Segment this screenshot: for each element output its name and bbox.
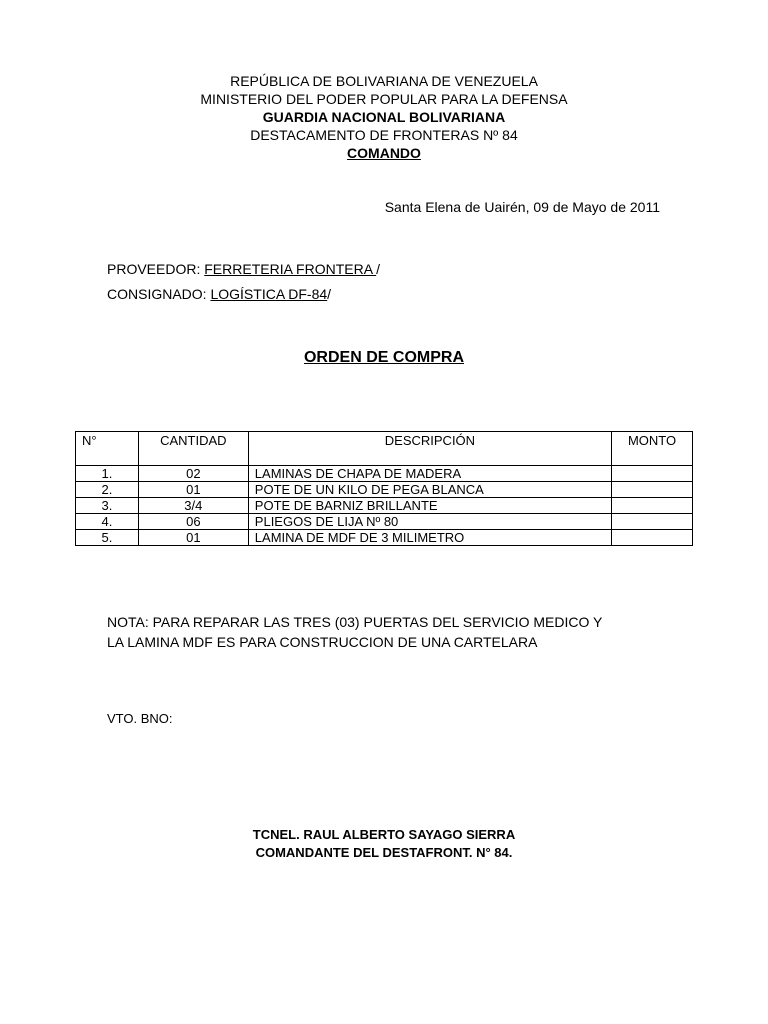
- header-ministry: MINISTERIO DEL PODER POPULAR PARA LA DEFENSA: [200, 91, 568, 107]
- signer-name: TCNEL. RAUL ALBERTO SAYAGO SIERRA: [252, 827, 516, 842]
- signature-block: [0, 826, 768, 862]
- table-row: [76, 514, 693, 530]
- document-header: [0, 72, 768, 162]
- row-quantity: 3/4: [138, 498, 248, 514]
- row-amount: [612, 514, 693, 530]
- note-block: [107, 612, 687, 652]
- table-row: [76, 466, 693, 482]
- header-description: DESCRIPCIÓN: [248, 432, 611, 466]
- header-detachment: DESTACAMENTO DE FRONTERAS Nº 84: [250, 127, 518, 143]
- header-amount: MONTO: [612, 432, 693, 466]
- consignee-value: LOGÍSTICA DF-84: [210, 286, 328, 302]
- note-line-2: LA LAMINA MDF ES PARA CONSTRUCCION DE UNA CARTELARA: [107, 634, 538, 650]
- supplier-line: [107, 261, 380, 277]
- supplier-label: PROVEEDOR:: [107, 261, 205, 277]
- consignee-label: CONSIGNADO:: [107, 286, 211, 302]
- row-amount: [612, 466, 693, 482]
- document-date: Santa Elena de Uairén, 09 de Mayo de 2011: [384, 199, 660, 215]
- document-title: ORDEN DE COMPRA: [303, 349, 464, 366]
- row-description: PLIEGOS DE LIJA Nº 80: [248, 514, 611, 530]
- row-quantity: 01: [138, 482, 248, 498]
- row-description: LAMINA DE MDF DE 3 MILIMETRO: [248, 530, 611, 546]
- header-republic: REPÚBLICA DE BOLIVARIANA DE VENEZUELA: [230, 73, 538, 89]
- approval-label: VTO. BNO:: [107, 711, 173, 726]
- consignee-suffix: /: [327, 286, 332, 302]
- supplier-value: FERRETERIA FRONTERA: [204, 261, 377, 277]
- purchase-table: [75, 431, 693, 546]
- row-quantity: 06: [138, 514, 248, 530]
- row-description: POTE DE BARNIZ BRILLANTE: [248, 498, 611, 514]
- supplier-suffix: /: [376, 261, 381, 277]
- row-amount: [612, 482, 693, 498]
- header-quantity: CANTIDAD: [138, 432, 248, 466]
- row-amount: [612, 530, 693, 546]
- table-row: [76, 530, 693, 546]
- row-description: POTE DE UN KILO DE PEGA BLANCA: [248, 482, 611, 498]
- row-description: LAMINAS DE CHAPA DE MADERA: [248, 466, 611, 482]
- note-line-1: NOTA: PARA REPARAR LAS TRES (03) PUERTAS DEL SERVICIO MEDICO Y: [107, 614, 603, 630]
- header-num: N°: [76, 432, 139, 466]
- row-num: 4.: [76, 514, 139, 530]
- table-header-row: [76, 432, 693, 466]
- row-num: 1.: [76, 466, 139, 482]
- row-quantity: 01: [138, 530, 248, 546]
- row-num: 2.: [76, 482, 139, 498]
- header-guard: GUARDIA NACIONAL BOLIVARIANA: [262, 109, 506, 125]
- table-row: [76, 498, 693, 514]
- row-quantity: 02: [138, 466, 248, 482]
- signer-role: COMANDANTE DEL DESTAFRONT. N° 84.: [255, 845, 513, 860]
- table-row: [76, 482, 693, 498]
- consignee-line: [107, 286, 331, 302]
- header-command: COMANDO: [347, 145, 421, 161]
- row-num: 5.: [76, 530, 139, 546]
- row-num: 3.: [76, 498, 139, 514]
- row-amount: [612, 498, 693, 514]
